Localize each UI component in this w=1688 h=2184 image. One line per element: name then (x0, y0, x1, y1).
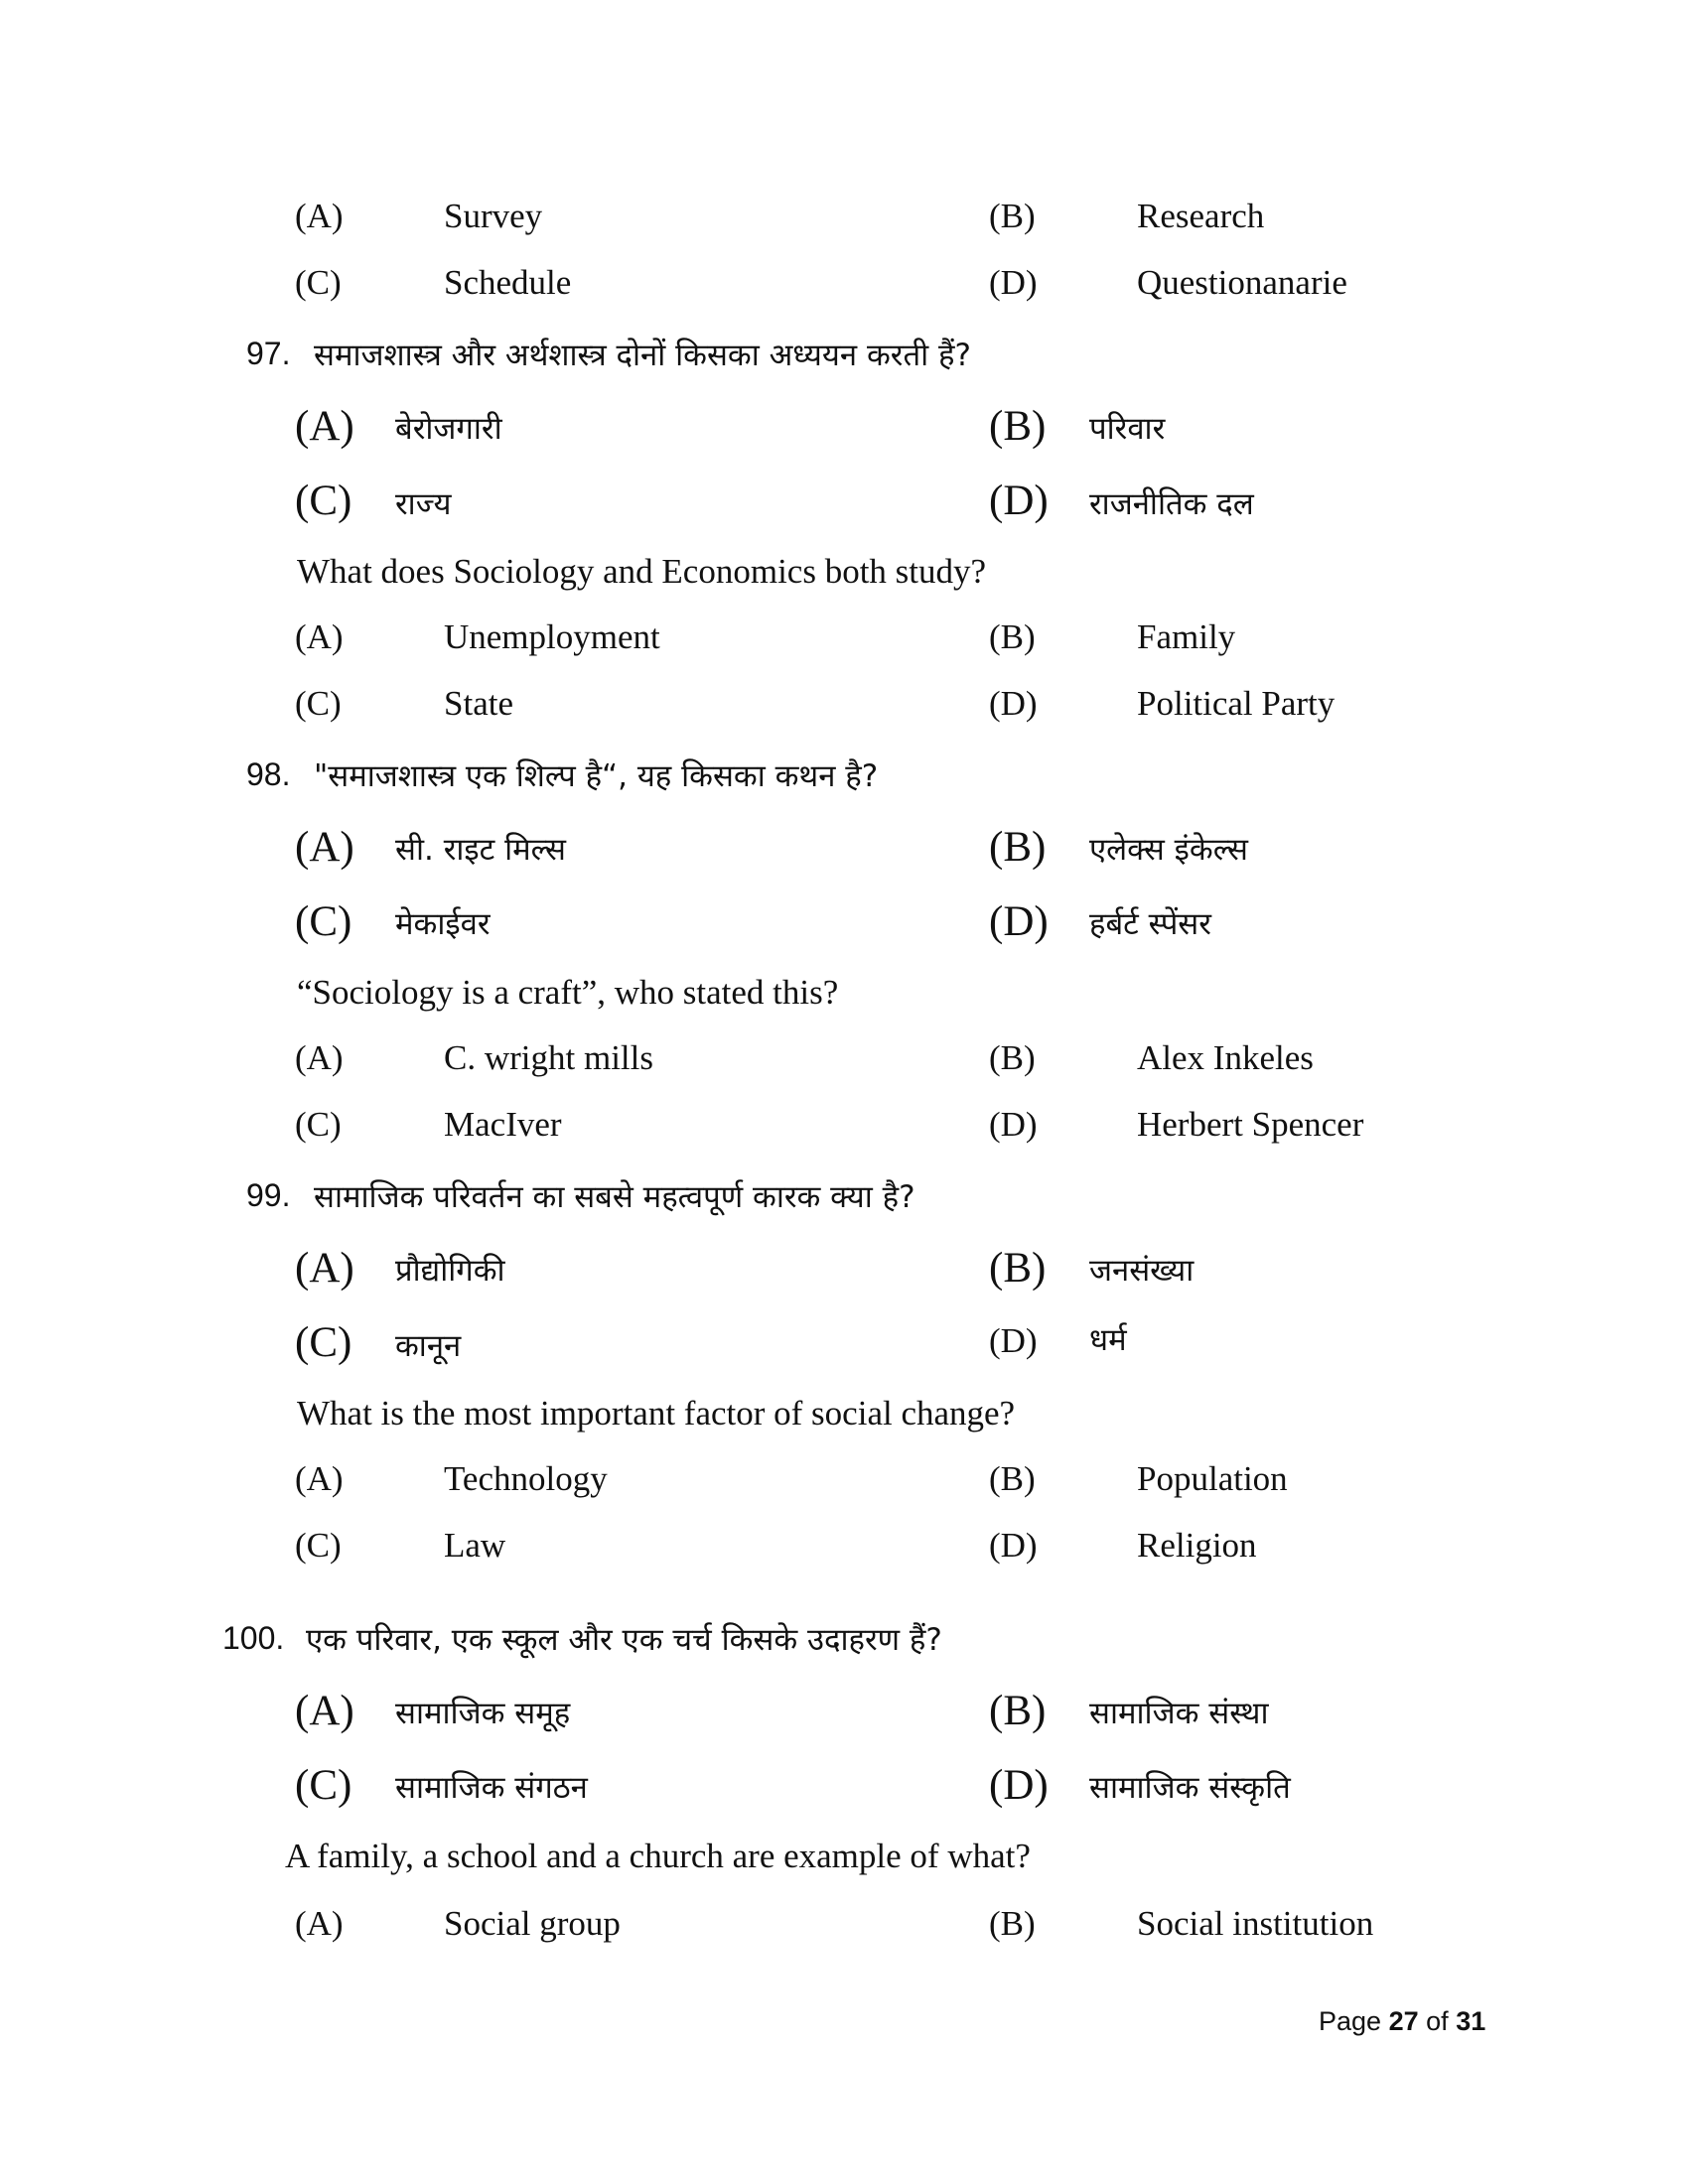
option-label-b: (B) (989, 1459, 1036, 1498)
option-d-en: Religion (1137, 1526, 1257, 1565)
option-a-hi: बेरोजगारी (395, 411, 502, 447)
option-d-en: Political Party (1137, 684, 1336, 723)
option-b-en: Population (1137, 1459, 1288, 1498)
option-label-a: (A) (295, 197, 344, 235)
option-a-en: Social group (444, 1904, 621, 1943)
option-d-hi: राजनीतिक दल (1089, 486, 1254, 522)
question-text-hi: "समाजशास्त्र एक शिल्प है“, यह किसका कथन है? (314, 758, 879, 794)
question-number: 100. (222, 1620, 285, 1656)
option-label-a: (A) (295, 1688, 354, 1734)
option-a-hi: प्रौद्योगिकी (395, 1253, 505, 1289)
question-text-hi: सामाजिक परिवर्तन का सबसे महत्वपूर्ण कारक क्या है? (314, 1179, 915, 1215)
option-c-hi: मेकाईवर (395, 906, 491, 942)
option-label-d: (D) (989, 684, 1038, 723)
prev-option-a-en: Survey (444, 197, 543, 235)
option-c-en: State (444, 684, 513, 723)
option-label-c: (C) (295, 684, 342, 723)
option-label-b: (B) (989, 1688, 1047, 1734)
option-label-a: (A) (295, 1459, 344, 1498)
option-label-c: (C) (295, 478, 352, 524)
option-label-d: (D) (989, 1105, 1038, 1144)
option-b-hi: जनसंख्या (1089, 1253, 1195, 1289)
question-number: 98. (246, 756, 291, 792)
option-label-a: (A) (295, 403, 354, 450)
option-label-c: (C) (295, 1105, 342, 1144)
option-c-en: MacIver (444, 1105, 562, 1144)
option-c-hi: सामाजिक संगठन (395, 1770, 588, 1806)
option-a-hi: सी. राइट मिल्स (395, 832, 566, 868)
prev-option-b-en: Research (1137, 197, 1265, 235)
option-label-b: (B) (989, 403, 1047, 450)
option-label-d: (D) (989, 1762, 1049, 1809)
option-a-hi: सामाजिक समूह (395, 1696, 571, 1731)
option-label-b: (B) (989, 1904, 1036, 1943)
page-word: Page (1319, 2006, 1382, 2036)
option-label-c: (C) (295, 1762, 352, 1809)
question-number: 99. (246, 1177, 291, 1213)
option-label-d: (D) (989, 898, 1049, 945)
option-label-b: (B) (989, 824, 1047, 871)
question-number: 97. (246, 336, 291, 371)
option-b-hi: एलेक्स इंकेल्स (1089, 832, 1249, 868)
prev-option-c-en: Schedule (444, 263, 572, 302)
option-label-c: (C) (295, 898, 352, 945)
option-c-hi: कानून (395, 1328, 462, 1364)
option-label-d: (D) (989, 263, 1038, 302)
option-label-b: (B) (989, 197, 1036, 235)
option-label-d: (D) (989, 478, 1049, 524)
option-b-hi: परिवार (1089, 411, 1166, 447)
option-label-a: (A) (295, 1904, 344, 1943)
option-label-d: (D) (989, 1321, 1038, 1360)
option-label-c: (C) (295, 263, 342, 302)
option-a-en: Technology (444, 1459, 608, 1498)
question-text-hi: समाजशास्त्र और अर्थशास्त्र दोनों किसका अध्ययन करती हैं? (314, 338, 971, 373)
option-label-d: (D) (989, 1526, 1038, 1565)
question-text-hi: एक परिवार, एक स्कूल और एक चर्च किसके उदाहरण हैं? (306, 1622, 942, 1658)
option-label-b: (B) (989, 1245, 1047, 1292)
option-label-a: (A) (295, 617, 344, 656)
page-footer (1319, 2006, 1485, 2037)
option-c-en: Law (444, 1526, 506, 1565)
option-label-b: (B) (989, 617, 1036, 656)
option-d-hi: धर्म (1089, 1322, 1127, 1358)
option-b-hi: सामाजिक संस्था (1089, 1696, 1269, 1731)
question-text-en: What is the most important factor of social change? (297, 1394, 1016, 1433)
option-a-en: Unemployment (444, 617, 660, 656)
option-b-en: Social institution (1137, 1904, 1374, 1943)
option-label-b: (B) (989, 1038, 1036, 1077)
option-d-hi: हर्बर्ट स्पेंसर (1089, 906, 1211, 942)
option-label-a: (A) (295, 824, 354, 871)
question-text-en: A family, a school and a church are example of what? (285, 1837, 1031, 1875)
option-label-a: (A) (295, 1245, 354, 1292)
option-label-c: (C) (295, 1526, 342, 1565)
option-b-en: Family (1137, 617, 1236, 656)
option-label-a: (A) (295, 1038, 344, 1077)
question-text-en: “Sociology is a craft”, who stated this? (297, 973, 839, 1012)
option-label-c: (C) (295, 1319, 352, 1366)
of-word: of (1426, 2006, 1449, 2036)
option-c-hi: राज्य (395, 486, 452, 522)
option-a-en: C. wright mills (444, 1038, 653, 1077)
prev-option-d-en: Questionanarie (1137, 263, 1347, 302)
option-b-en: Alex Inkeles (1137, 1038, 1314, 1077)
current-page-number: 27 (1388, 2006, 1419, 2036)
option-d-en: Herbert Spencer (1137, 1105, 1364, 1144)
total-pages-number: 31 (1456, 2006, 1486, 2036)
option-d-hi: सामाजिक संस्कृति (1089, 1770, 1291, 1806)
question-text-en: What does Sociology and Economics both study? (297, 552, 987, 591)
